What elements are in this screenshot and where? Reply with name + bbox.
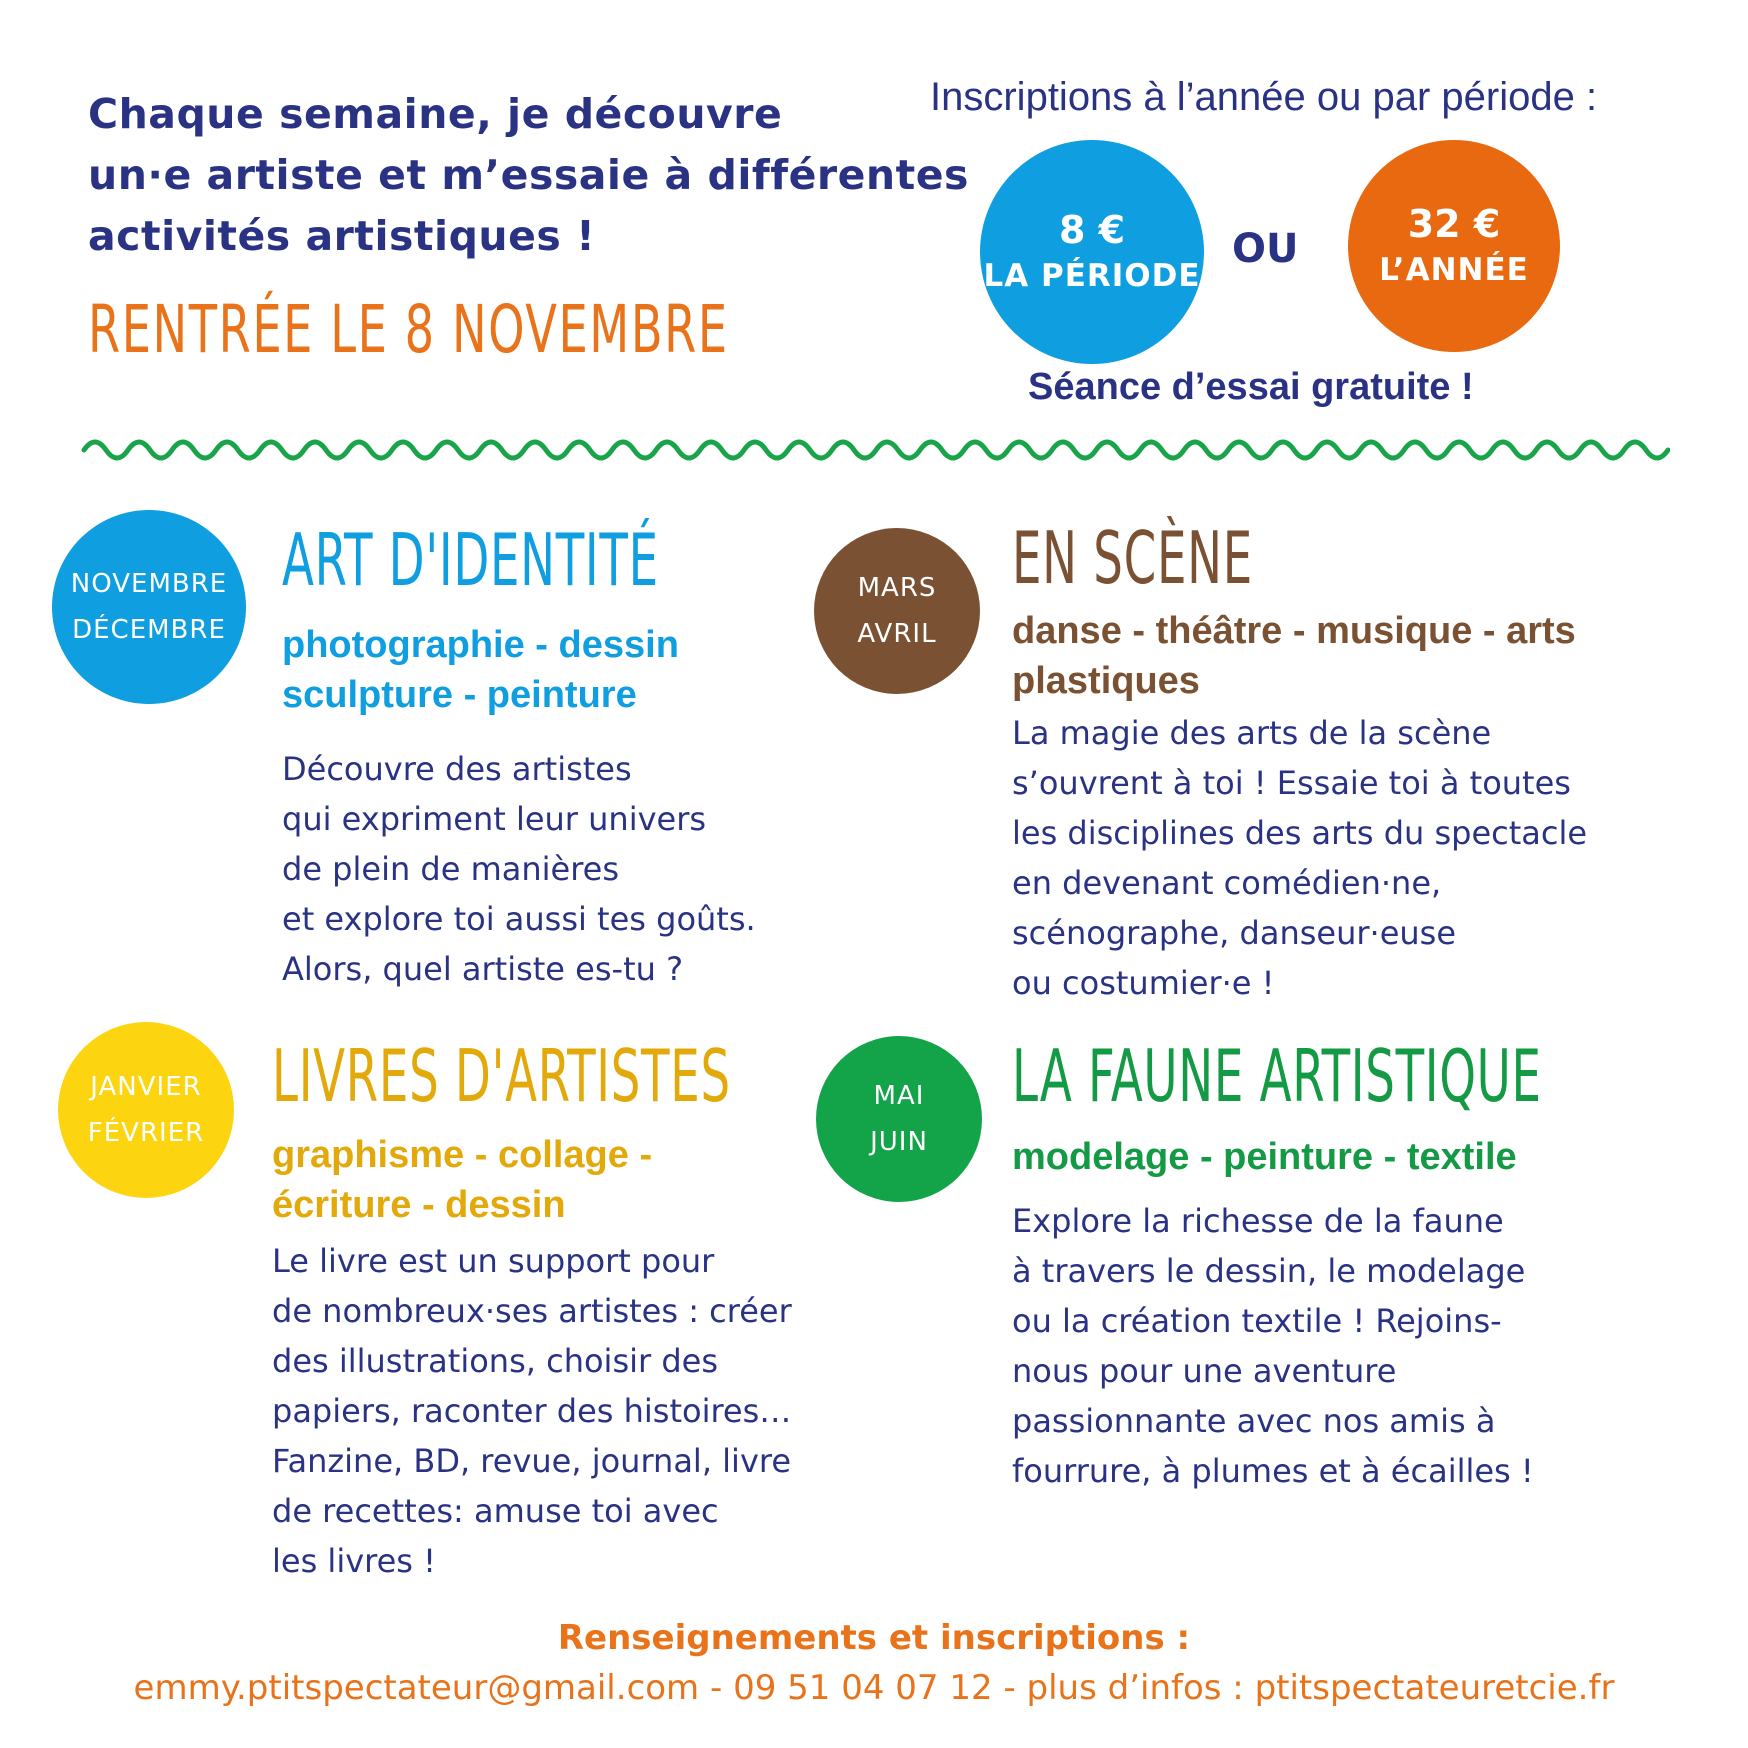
subtitle-line: écriture - dessin	[272, 1184, 566, 1226]
body-line: les livres !	[272, 1542, 436, 1580]
body-line: papiers, raconter des histoires…	[272, 1392, 792, 1430]
subtitle-line: photographie - dessin	[282, 624, 679, 666]
phone-number: 09 51 04 07 12	[733, 1668, 993, 1708]
month-badge-mai-juin	[816, 1036, 982, 1202]
body-line: les disciplines des arts du spectacle	[1012, 814, 1588, 852]
body-line: Fanzine, BD, revue, journal, livre	[272, 1442, 792, 1480]
body-line: de nombreux·ses artistes : créer	[272, 1292, 792, 1330]
intro-line: activités artistiques !	[88, 212, 596, 260]
price-year-badge	[1348, 140, 1560, 352]
footer-contact	[0, 1668, 1748, 1708]
subtitle-line: sculpture - peinture	[282, 674, 637, 716]
month-label: DÉCEMBRE	[72, 615, 226, 645]
body-line: Le livre est un support pour	[272, 1242, 715, 1280]
body-line: des illustrations, choisir des	[272, 1342, 718, 1380]
month-label: AVRIL	[857, 619, 937, 649]
separator: -	[699, 1668, 734, 1708]
body-line: fourrure, à plumes et à écailles !	[1012, 1452, 1534, 1490]
section-title: LA FAUNE ARTISTIQUE	[1012, 1034, 1542, 1118]
or-label: OU	[1232, 226, 1299, 272]
section-subtitle	[1012, 1132, 1517, 1182]
subtitle-line: modelage - peinture - textile	[1012, 1136, 1517, 1178]
intro-text	[88, 84, 969, 267]
subtitle-line: plastiques	[1012, 660, 1200, 702]
rentree-heading: RENTRÉE LE 8 NOVEMBRE	[88, 291, 729, 368]
body-line: Explore la richesse de la faune	[1012, 1202, 1504, 1240]
month-label: JUIN	[870, 1127, 928, 1157]
inscriptions-heading: Inscriptions à l’année ou par période :	[930, 75, 1598, 119]
section-body	[1012, 1196, 1534, 1496]
section-title: EN SCÈNE	[1012, 516, 1253, 600]
month-label: MAI	[873, 1081, 925, 1111]
intro-line: Chaque semaine, je découvre	[88, 90, 783, 138]
month-badge-nov-dec	[52, 510, 246, 704]
section-subtitle	[282, 620, 679, 720]
month-label: JANVIER	[90, 1072, 202, 1102]
body-line: scénographe, danseur·euse	[1012, 914, 1457, 952]
subtitle-line: danse - théâtre - musique - arts	[1012, 610, 1576, 652]
section-title: ART D'IDENTITÉ	[282, 518, 659, 602]
body-line: Alors, quel artiste es-tu ?	[282, 950, 684, 988]
section-title: LIVRES D'ARTISTES	[272, 1034, 731, 1118]
month-label: MARS	[857, 573, 937, 603]
subtitle-line: graphisme - collage -	[272, 1134, 653, 1176]
free-trial-text: Séance d’essai gratuite !	[1028, 366, 1474, 408]
body-line: s’ouvrent à toi ! Essaie toi à toutes	[1012, 764, 1571, 802]
body-line: en devenant comédien·ne,	[1012, 864, 1442, 902]
price-amount: 32 €	[1407, 202, 1501, 246]
separator: -	[992, 1668, 1027, 1708]
body-line: Découvre des artistes	[282, 750, 632, 788]
body-line: de recettes: amuse toi avec	[272, 1492, 719, 1530]
footer-heading: Renseignements et inscriptions :	[557, 1618, 1191, 1658]
price-label: L’ANNÉE	[1379, 252, 1529, 288]
intro-line: un·e artiste et m’essaie à différentes	[88, 151, 969, 199]
body-line: et explore toi aussi tes goûts.	[282, 900, 756, 938]
body-line: de plein de manières	[282, 850, 620, 888]
price-amount: 8 €	[1058, 208, 1126, 252]
month-label: FÉVRIER	[87, 1118, 205, 1148]
website-link[interactable]: plus d’infos : ptitspectateuretcie.fr	[1026, 1668, 1615, 1708]
section-body	[282, 744, 756, 994]
month-badge-jan-fev	[58, 1022, 234, 1198]
wave-divider	[80, 430, 1670, 470]
email-link[interactable]: emmy.ptitspectateur@gmail.com	[133, 1668, 700, 1708]
body-line: ou costumier·e !	[1012, 964, 1275, 1002]
body-line: qui expriment leur univers	[282, 800, 707, 838]
body-line: La magie des arts de la scène	[1012, 714, 1492, 752]
body-line: ou la création textile ! Rejoins-	[1012, 1302, 1502, 1340]
body-line: à travers le dessin, le modelage	[1012, 1252, 1526, 1290]
section-body	[272, 1236, 792, 1586]
month-badge-mar-avr	[814, 528, 980, 694]
body-line: nous pour une aventure	[1012, 1352, 1397, 1390]
section-body	[1012, 708, 1587, 1008]
month-label: NOVEMBRE	[70, 569, 228, 599]
section-subtitle	[1012, 606, 1576, 706]
section-subtitle	[272, 1130, 652, 1230]
body-line: passionnante avec nos amis à	[1012, 1402, 1496, 1440]
price-label: LA PÉRIODE	[983, 258, 1201, 294]
price-period-badge	[980, 140, 1204, 364]
